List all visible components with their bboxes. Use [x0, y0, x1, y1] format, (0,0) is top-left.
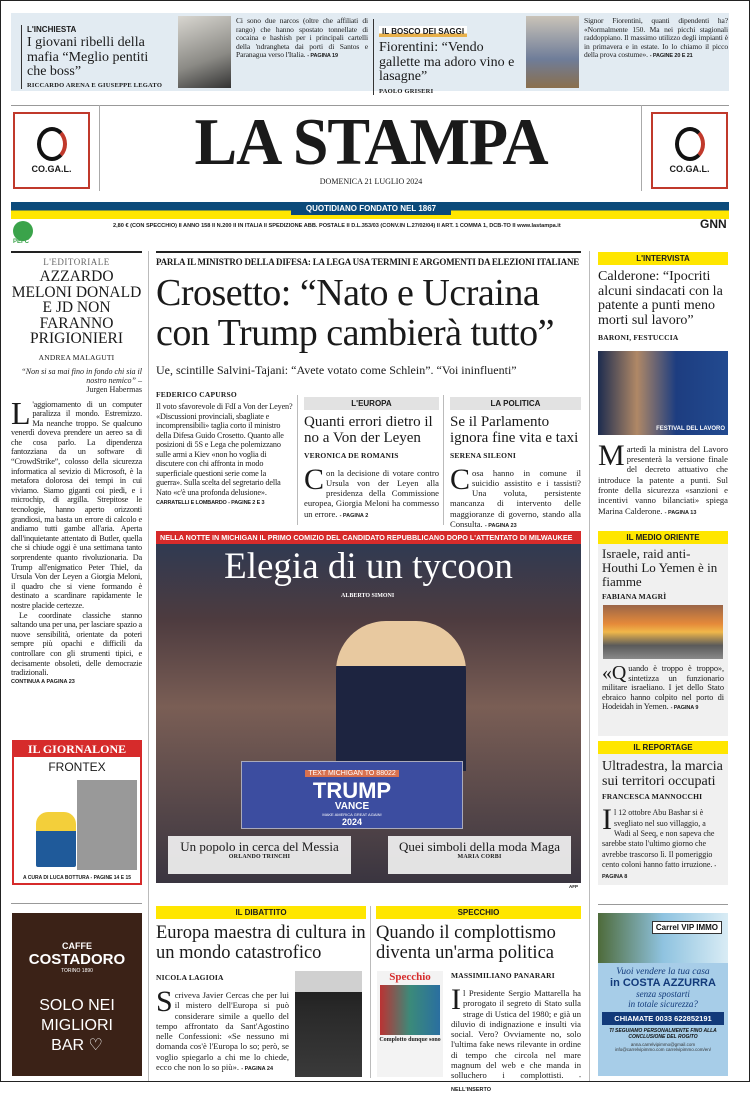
- specchio-article[interactable]: [376, 906, 581, 973]
- lead-headline[interactable]: Crosetto: “Nato e Ucraina con Trump cambierà tutto”: [156, 272, 555, 354]
- kicker: L'INCHIESTA: [27, 25, 77, 34]
- kicker: L'EDITORIALE: [43, 257, 110, 267]
- photo-byline: ALBERTO SIMONI: [341, 593, 395, 599]
- politica-article[interactable]: [450, 397, 581, 531]
- ad-brand: COSTADORO: [28, 951, 126, 968]
- caption-right[interactable]: Quei simboli della moda Maga MARIA CORBI: [388, 836, 571, 874]
- kicker: IL DIBATTITO: [156, 906, 366, 919]
- comic-character: [36, 812, 76, 867]
- teaser-text: Ci sono due narcos (oltre che affiliati di rango) che hanno spostato tonnellate di cocaina e hashish per i principali cartelli della 'ndrangheta dai porti di Santos e Paranagua verso l'Italia. - PAGINA 19: [236, 16, 368, 60]
- kicker: SPECCHIO: [376, 906, 581, 919]
- byline: RICCARDO ARENA E GIUSEPPE LEGATO: [27, 82, 163, 90]
- specchio-magazine-cover[interactable]: [377, 971, 443, 1077]
- kicker: L'EUROPA: [304, 397, 439, 410]
- cogal-logo-icon: [675, 127, 705, 161]
- byline: FABIANA MAGRÌ: [602, 592, 667, 601]
- trump-figure: [336, 621, 466, 771]
- ad-phone: CHIAMATE 0033 622852191: [602, 1012, 724, 1025]
- col-divider: [370, 906, 371, 1078]
- col-divider: [148, 251, 149, 1081]
- website-link[interactable]: www.lastampa.it: [517, 223, 561, 229]
- ad-beach-image: [598, 913, 728, 963]
- comic-title: FRONTEX: [48, 760, 106, 774]
- byline: MASSIMILIANO PANARARI: [451, 971, 555, 980]
- ad-text: in COSTA AZZURRA: [610, 977, 716, 989]
- kicker: LA POLITICA: [450, 397, 581, 410]
- col-divider: [589, 251, 590, 1081]
- epigraph-author: Jurgen Habermas: [86, 384, 142, 394]
- giornalone-title: IL GIORNALONE: [14, 742, 140, 757]
- headline: Calderone: “Ipocriti alcuni sindacati con la patente a punti meno morti sul lavoro”: [598, 269, 723, 329]
- photo-title: Elegia di un tycoon: [224, 546, 513, 587]
- caption-left[interactable]: Un popolo in cerca del Messia ORLANDO TRINCHI: [168, 836, 351, 874]
- photo-credit: AFP: [569, 884, 578, 889]
- costa-azzurra-ad[interactable]: [598, 913, 728, 1076]
- ad-text: TI SEGUIAMO PERSONALMENTE FINO ALLA CONCLUSIONE DEL ROGITO: [609, 1028, 717, 1040]
- cogal-logo-icon: [37, 127, 67, 161]
- magazine-illustration: [380, 985, 440, 1035]
- ad-logo-text: CO.GA.L.: [31, 164, 72, 174]
- photo-banner: NELLA NOTTE IN MICHIGAN IL PRIMO COMIZIO DEL CANDIDATO REPUBBLICANO DOPO L'ATTENTATO DI MILWAUKEE: [156, 531, 581, 544]
- byline: SERENA SILEONI: [450, 450, 516, 460]
- editorial-body: Le coordinate classiche stanno saltando una per una, per lasciare spazio a nuove sensibilità, orientate da poteri sempre più opachi e difficili da controllare con gli strumenti tipici, e decisamente obsoleti, delle democrazie tradizionali.: [11, 610, 143, 678]
- byline: ANDREA MALAGUTI: [38, 352, 115, 362]
- ad-text: CAFFE: [62, 941, 92, 951]
- headline: Israele, raid anti-Houthi Lo Yemen è in fiamme: [602, 546, 718, 589]
- article-body: Scriveva Javier Cercas che per lui il mistero dell'Europa si può considerare simile a quello del tempo affrontato da Sant'Agostino nelle Confessioni: «Se nessuno mi domanda cos'è l'Europa lo so; però, se voglio spiegarlo a chi me lo chiede, ecco che non lo so più». - PAGINA 24: [156, 985, 289, 1073]
- headline: Ultradestra, la marcia sui territori occupati: [602, 759, 723, 789]
- headline: Quando il complottismo diventa un'arma politica: [376, 923, 556, 963]
- medio-oriente-article[interactable]: [598, 531, 728, 736]
- masthead-left-divider: [99, 105, 100, 191]
- continue-link[interactable]: CONTINUA A PAGINA 23: [11, 678, 75, 685]
- ad-logo: Carrel VIP IMMO: [652, 921, 722, 934]
- byline: VERONICA DE ROMANIS: [304, 450, 399, 460]
- magazine-title: Specchio: [389, 971, 431, 983]
- byline: BARONI, FESTUCCIA: [598, 332, 679, 342]
- kicker: IL MEDIO ORIENTE: [598, 531, 728, 544]
- gnn-logo: GNN: [700, 217, 727, 231]
- kicker: IL BOSCO DEI SAGGI: [379, 26, 467, 37]
- ad-text: in totale sicurezza?: [628, 999, 698, 1009]
- col-divider: [443, 395, 444, 525]
- costadoro-ad[interactable]: [12, 913, 142, 1076]
- headline: Quanti errori dietro il no a Von der Leyen: [304, 414, 433, 446]
- teaser-photo-fiorentini: [526, 16, 579, 88]
- lead-subhead: Ue, scintille Salvini-Tajani: “Avete votato come Schlein”. “Voi ininfluenti”: [156, 363, 517, 377]
- issue-info: 2,80 € (CON SPECCHIO) II ANNO 158 II N.200 II IN ITALIA II SPEDIZIONE ABB. POSTALE II D.L.353/03 (CONV.IN L.27/02/04) II ART. 1 COMMA 1, DCB-TO II www.lastampa.it: [113, 223, 561, 229]
- founded-label: QUOTIDIANO FONDATO NEL 1867: [291, 202, 451, 215]
- byline: FRANCESCA MANNOCCHI: [602, 792, 703, 802]
- divider: [11, 903, 142, 904]
- comic-wall: [77, 780, 137, 870]
- article-body: Cosa hanno in comune il suicidio assistito e i tassisti? Una voluta, persistente mancanza di intervento delle maggioranze di governo, stando alla Consulta. - PAGINA 23: [450, 462, 581, 529]
- article-body: Il 12 ottobre Abu Bashar si è svegliato nel suo villaggio, a Wadi al Seeq, e non sapeva che sarebbe stato l'ultimo giorno che avrebbe trascorso lì. Il pomeriggio cento coloni hanno fatto irruzione. - PAGINA 8: [602, 803, 717, 881]
- headline: AZZARDO MELONI DONALD E JD NON FARANNO PRIGIONIERI: [11, 268, 142, 347]
- teaser-inchiesta[interactable]: [21, 25, 171, 89]
- article-body: Il voto sfavorevole di FdI a Von der Leyen? «Discussioni provinciali, sbagliate e incomprensibili» taglia corto il ministro della Difesa Guido Crosetto. Quanto alle posizioni di 5S e Lega che polemizzano sulle armi a Kiev «non ho voglia di discutere con chi affronta in modo superficiale questioni serie come la guerra». Sulla scelta del segretario della Nato «c'è una profonda delusione». CARRATELLI E LOMBARDO - PAGINE 2 E 3: [156, 402, 293, 506]
- teaser-bosco[interactable]: [373, 19, 519, 95]
- byline: PAOLO GRISERI: [379, 88, 434, 96]
- comic-credit: A CURA DI LUCA BOTTURA - PAGINE 14 E 15: [22, 875, 132, 881]
- article-body: Con la decisione di votare contro Ursula von der Leyen alla presidenza della Commissione europea, Giorgia Meloni ha commesso un errore. - PAGINA 2: [304, 462, 439, 519]
- europa-article[interactable]: [304, 397, 439, 521]
- cogal-ad-right[interactable]: [651, 112, 728, 189]
- magazine-caption: Complotto dunque sono: [379, 1037, 441, 1043]
- teaser-text: Signor Fiorentini, quanti dipendenti ha? «Normalmente 150. Ma nei picchi stagionali raddoppiano. Il massimo utilizzo degli impianti è in primavera e in estate. Io lo chiamo il picco della prova costume». - PAGINE 20 E 21: [584, 16, 728, 60]
- lead-rule: [156, 251, 581, 253]
- ad-slogan: SOLO NEI MIGLIORI BAR ♡: [39, 997, 115, 1054]
- intervista-article[interactable]: [598, 252, 728, 518]
- headline: Europa maestra di cultura in un mondo catastrofico: [156, 923, 366, 963]
- masthead-right-divider: [641, 105, 642, 191]
- cogal-ad-left[interactable]: [13, 112, 90, 189]
- reportage-article[interactable]: [598, 741, 728, 885]
- issue-date: DOMENICA 21 LUGLIO 2024: [319, 177, 423, 186]
- byline: NICOLA LAGIOIA: [156, 973, 224, 982]
- newspaper-title[interactable]: LA STAMPA: [194, 104, 548, 179]
- campaign-sign: TEXT MICHIGAN TO 88022 TRUMP VANCE MAKE AMERICA GREAT AGAIN! 2024: [241, 761, 463, 829]
- ad-logo-text: CO.GA.L.: [669, 164, 710, 174]
- teaser-photo-narcos: [178, 16, 231, 88]
- editorial-column[interactable]: [11, 251, 142, 685]
- byline: FEDERICO CAPURSO: [156, 390, 237, 399]
- pefc-label: PEFC: [13, 239, 30, 245]
- divider: [598, 904, 728, 905]
- article-body: Il Presidente Sergio Mattarella ha prorogato il segreto di Stato sulla strage di Ustica del 1980; e già un diluvio di indignazione e insulti via social. Vero? Ovviamente no, solo l'ultima fake news rilevante in ordine di tempo che circola nel mare magnum del web e che manda in solluchero i complottisti. - NELL'INSERTO: [451, 983, 581, 1093]
- lead-article[interactable]: [156, 390, 293, 509]
- calderone-photo: FESTIVAL DEL LAVORO: [598, 351, 728, 435]
- lead-kicker: PARLA IL MINISTRO DELLA DIFESA: LA LEGA USA TERMINI E ARGOMENTI DA ELEZIONI ITALIANE: [156, 257, 580, 267]
- article-body: «Quando è troppo è troppo», sintetizza un funzionario militare israeliano. I jet dello Stato ebraico hanno colpito nel porto di Hodeidah in Yemen. - PAGINA 9: [602, 662, 724, 712]
- pefc-logo-icon: [13, 221, 33, 241]
- lagioia-photo: [295, 971, 362, 1077]
- specchio-body: [451, 971, 581, 1095]
- giornalone-box[interactable]: [12, 740, 142, 885]
- article-body: Martedì la ministra del Lavoro presenterà la versione finale del decreto attuativo che introduce la patente a punti. Sul fronte della sicurezza «sanzioni e incentivi vanno bilanciati» spiega Marina Calderone. - PAGINA 13: [598, 438, 728, 516]
- ad-text: TORINO 1890: [61, 968, 93, 974]
- col-divider: [297, 395, 298, 525]
- headline: Se il Parlamento ignora fine vita e taxi: [450, 414, 579, 446]
- ad-contacts: anna.carrelvipimmo@gmail.com info@carrelvipimmo.com carrelvipimmo.com/en/: [614, 1042, 712, 1052]
- rally-photo[interactable]: [156, 531, 581, 883]
- kicker: IL REPORTAGE: [598, 741, 728, 754]
- yemen-photo: [603, 605, 723, 659]
- headline: I giovani ribelli della mafia “Meglio pentiti che boss”: [27, 35, 149, 80]
- headline: Fiorentini: “Vendo gallette ma adoro vino e lasagne”: [379, 40, 515, 85]
- ad-text: Vuoi vendere la tua casa: [616, 967, 710, 977]
- epigraph: “Non si sa mai fino in fondo chi sia il nostro nemico” –: [21, 366, 142, 385]
- ad-text: senza spostarti: [636, 989, 690, 999]
- kicker: L'INTERVISTA: [598, 252, 728, 265]
- editorial-body: L 'aggiornamento di un computer paralizza il mondo. Estremizzo. Ma neanche troppo. Se qualcuno venerdì doveva prendere un aereo sa di che cosa parlo. La dipendenza fantozziana da un software di “CrowdStrike”, colosso della sicurezza informatica al sevizio di Microsoft, è la metafora dolorosa dei tempi in cui viviamo. Siamo giganti coi piedi, e i microchip, di argilla. Strepitose le tecnologie, hanno aperto orizzonti grandiosi, ma basta un errore di calcolo e andiamo tutti gambe all'aria. Aperta dall'inquietante attentato di Butler, quella che si chiude oggi è una settimana tanto sorprendente quanto rivoluzionaria. Da Trump all'enigmatico Peter Thiel, da Ursula Von der Leyen a Giorgia Meloni, il quadro che si viene formando è destinato a scardinare rapidamente le nostre placide certezze.: [11, 394, 142, 610]
